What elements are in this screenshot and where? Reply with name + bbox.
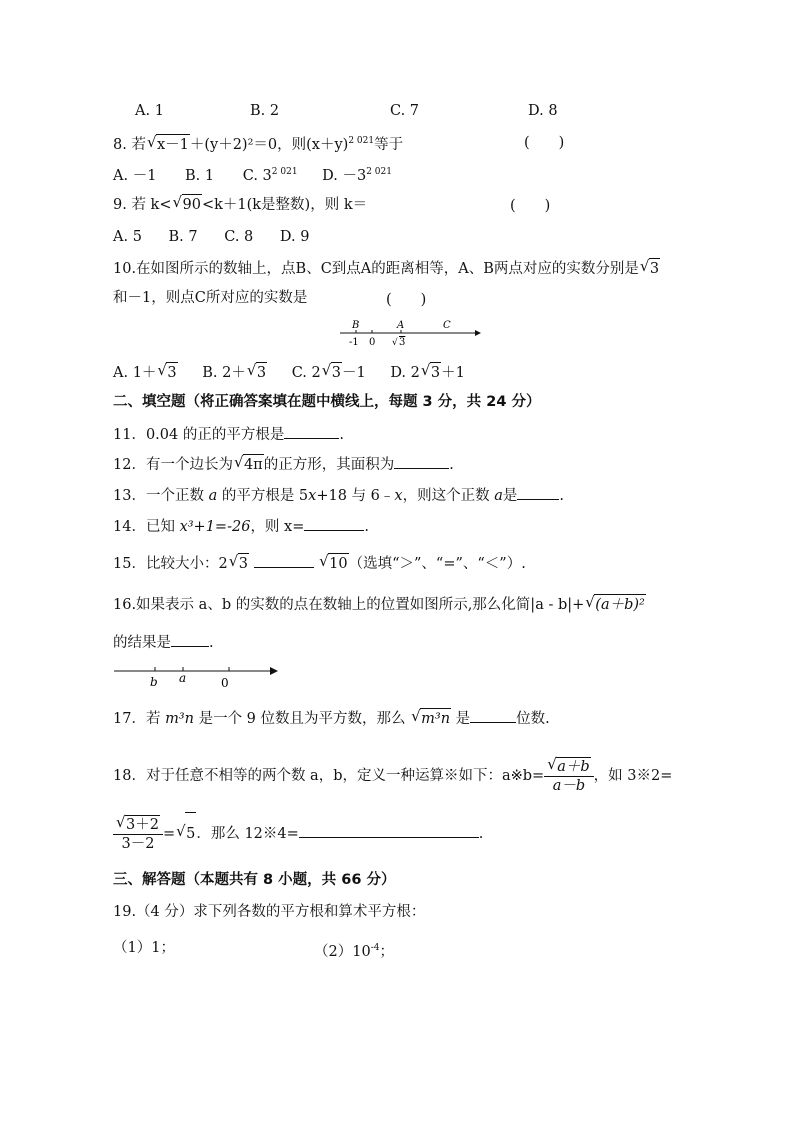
q19-item1: （1）1； [113,940,175,956]
q11-text: 11．0.04 的正的平方根是 . [113,424,344,445]
q10-options: A. 1＋√ 3 B. 2＋√ 3 C. 2√ 3－1 D. 2√ 3＋1 [113,362,465,383]
q7-option-b: B. 2 [250,103,280,119]
q15-text: 15．比较大小：2√ 3 √ 10（选填“＞”、“=”、“＜”）. [113,553,526,574]
q8-answer-paren: ( ) [524,135,565,151]
q18-line1: 18．对于任意不相等的两个数 a，b，定义一种运算※如下：a※b= √ $\frac{a+b}{a-b}$ ，如 3※2= [113,755,672,797]
q10-label-a: A [397,320,405,331]
q19-item2: $(2)10^{-4}$； [314,943,394,960]
q9-answer-paren: ( ) [510,198,551,214]
q16-label-0: 0 [221,676,229,690]
q18-line2: √ $\frac{3+2}{3-2}$ =√ 5．那么 12※4= . [113,812,483,855]
q10-line2: 和－1，则点C所对应的实数是 [113,290,308,306]
section2-title: 二、填空题（将正确答案填在题中横线上，每题 3 分，共 24 分） [113,394,541,410]
q19-title: 19.（4 分）求下列各数的平方根和算术平方根： [113,904,426,920]
q16-label-a: a [179,671,187,685]
q12-text: 12．有一个边长为√ 4π的正方形，其面积为 . [113,454,454,475]
q10-tick-0: 0 [369,337,376,348]
q16-line1: 16.如果表示 a、b 的实数的点在数轴上的位置如图所示,那么化简|a - b|+√ (a＋b)² [113,594,646,615]
q14-text: 14．已知 x³+1=-26，则 x= . [113,516,369,537]
q10-tick-minus1: -1 [349,337,359,348]
q10-label-b: B [352,320,360,331]
q10-answer-paren: ( ) [386,292,427,308]
section3-title: 三、解答题（本题共有 8 小题，共 66 分） [113,872,396,888]
q16-line2: 的结果是 . [113,632,214,653]
q10-label-c: C [443,320,451,331]
q7-option-c: C. 7 [390,103,420,119]
q17-text: 17．若 m³n 是一个 9 位数且为平方数，那么 √ m³n 是 位数. [113,708,550,729]
q10-number-line [335,316,485,348]
q8-options: A. －1 B. 1 C. $3^{2 021}$ D. $-3^{2 021}$ [113,167,392,184]
q7-option-a: A. 1 [135,103,164,119]
q10-tick-sqrt3: 3 [399,337,406,348]
q10-line1: 10.在如图所示的数轴上，点B、C到点A的距离相等，A、B两点对应的实数分别是√ 3 [113,258,660,279]
q16-number-line [112,660,282,690]
q9-text: 9. 若 k<√ 90<k＋1(k是整数)，则 k＝ [113,194,367,215]
q9-options: A. 5 B. 7 C. 8 D. 9 [113,229,310,245]
q10-tick-root-symbol: √ [392,338,398,348]
q16-label-b: b [150,675,158,689]
q7-option-d: D. 8 [528,103,558,119]
q13-text: 13．一个正数 a 的平方根是 5x+18 与 6﹣x，则这个正数 a是 . [113,485,564,506]
q8-text: 8. 若√ x－1＋(y＋2)²＝0，则$(x+y)^{2 021}$等于 [113,131,403,155]
